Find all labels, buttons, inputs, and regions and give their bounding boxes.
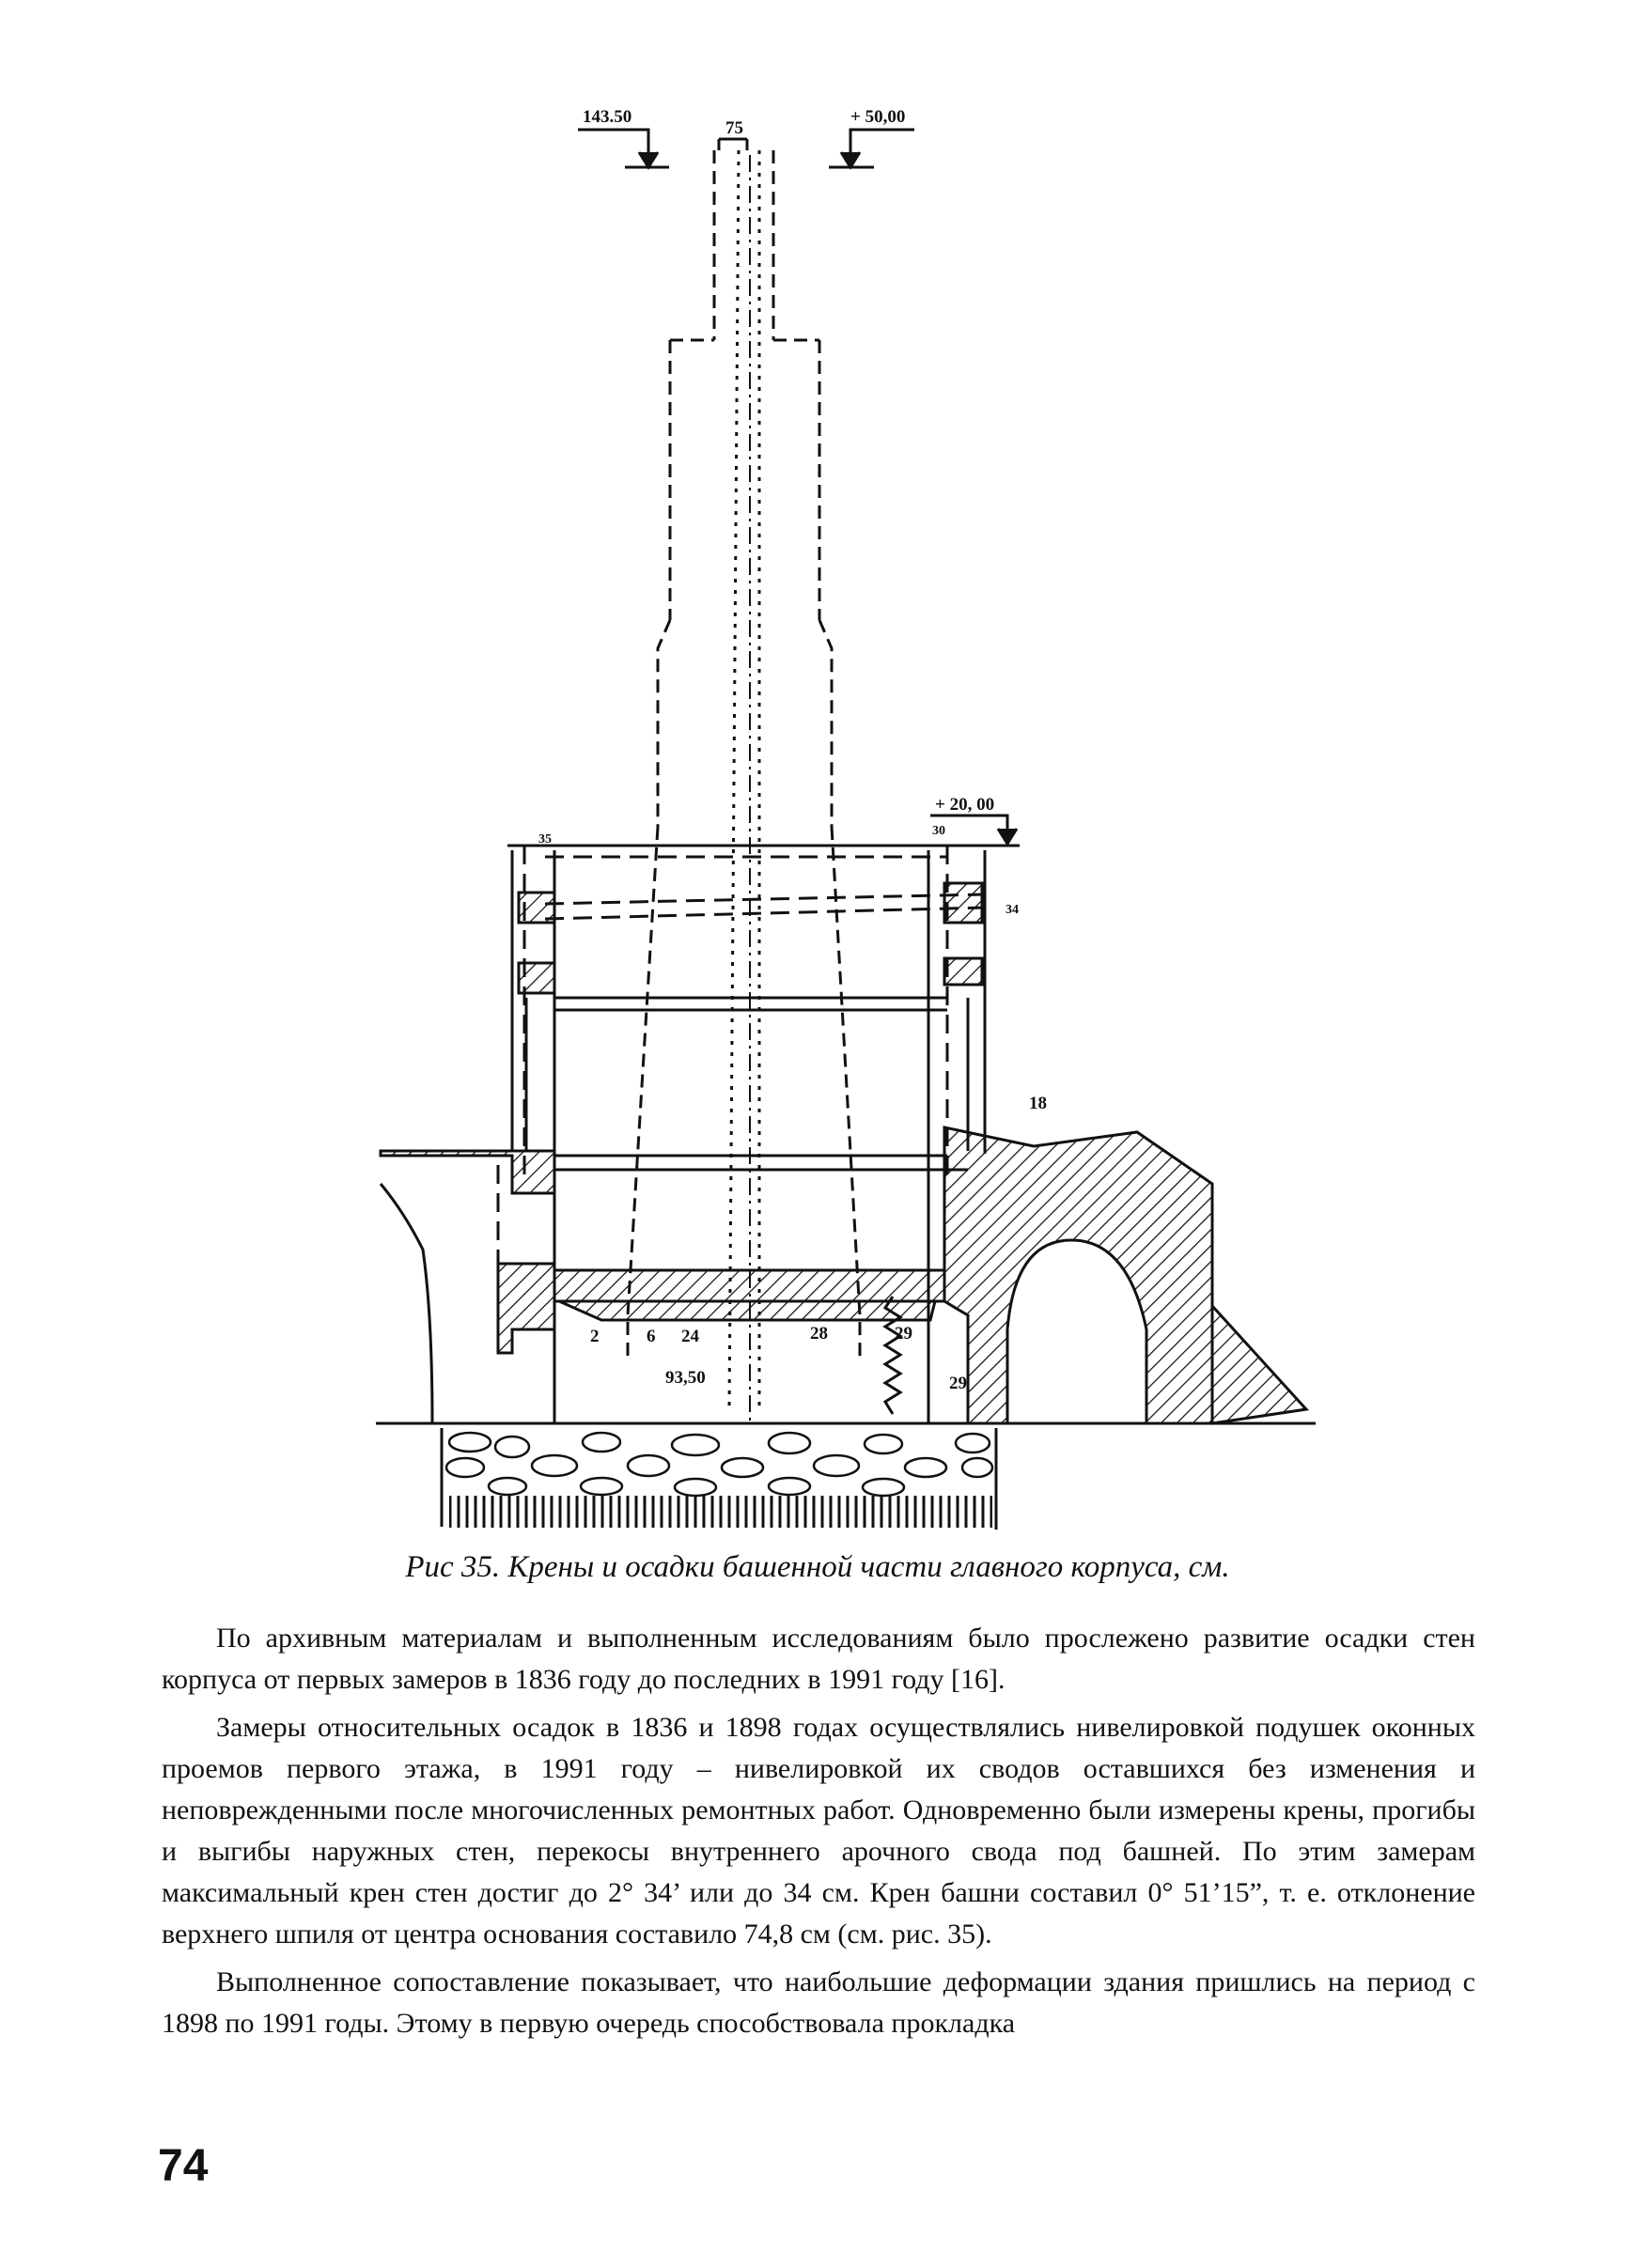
paragraph: Выполненное сопоставление показывает, что наибольшие деформации здания пришлись на период с 1898 по 1991 годы. Этому в первую очередь способствовала прокладка	[162, 1966, 1475, 2039]
label-top-right-level: + 50,00	[850, 107, 906, 127]
label-top-center: 75	[725, 118, 743, 138]
label-wall-left: 35	[538, 832, 552, 847]
label-arch: 18	[1029, 1094, 1047, 1113]
figure-caption: Рис 35. Крены и осадки башенной части главного корпуса, см.	[405, 1550, 1230, 1584]
label-settle-2: 6	[647, 1327, 656, 1346]
label-settle-3: 24	[681, 1327, 699, 1346]
label-top-left-level: 143.50	[583, 107, 632, 127]
label-tilt-right: 34	[1006, 903, 1019, 917]
label-mid-right-level: + 20, 00	[935, 795, 995, 815]
label-wall-right: 30	[932, 824, 945, 838]
paragraph: По архивным материалам и выполненным исследованиям было прослежено развитие осадки стен корпуса от первых замеров в 1836 году до последних в 1991 году [16].	[162, 1623, 1475, 1695]
label-base-level: 93,50	[665, 1368, 706, 1388]
paragraph: Замеры относительных осадок в 1836 и 1898 годах осуществлялись нивелировкой подушек оконных проемов первого этажа, в 1991 году – нивелировкой их сводов оставшихся без изменения и неповрежденными после многочисленных ремонтных работ. Одновременно были измерены крены, прогибы и выгибы наружных стен, перекосы внутреннего арочного свода под башней. По этим замерам максимальный крен стен достиг до 2° 34’ или до 34 см. Крен башни составил 0° 51’15”, т. е. отклонение верхнего шпиля от центра основания составило 74,8 см (см. рис. 35).	[162, 1712, 1475, 1950]
label-settle-5: 29	[895, 1324, 912, 1344]
label-settle-4: 28	[810, 1324, 828, 1344]
label-settle-1: 2	[590, 1327, 600, 1346]
body-text	[162, 1618, 1475, 2051]
label-settle-6: 29	[949, 1374, 967, 1393]
page-number: 74	[158, 2141, 209, 2191]
